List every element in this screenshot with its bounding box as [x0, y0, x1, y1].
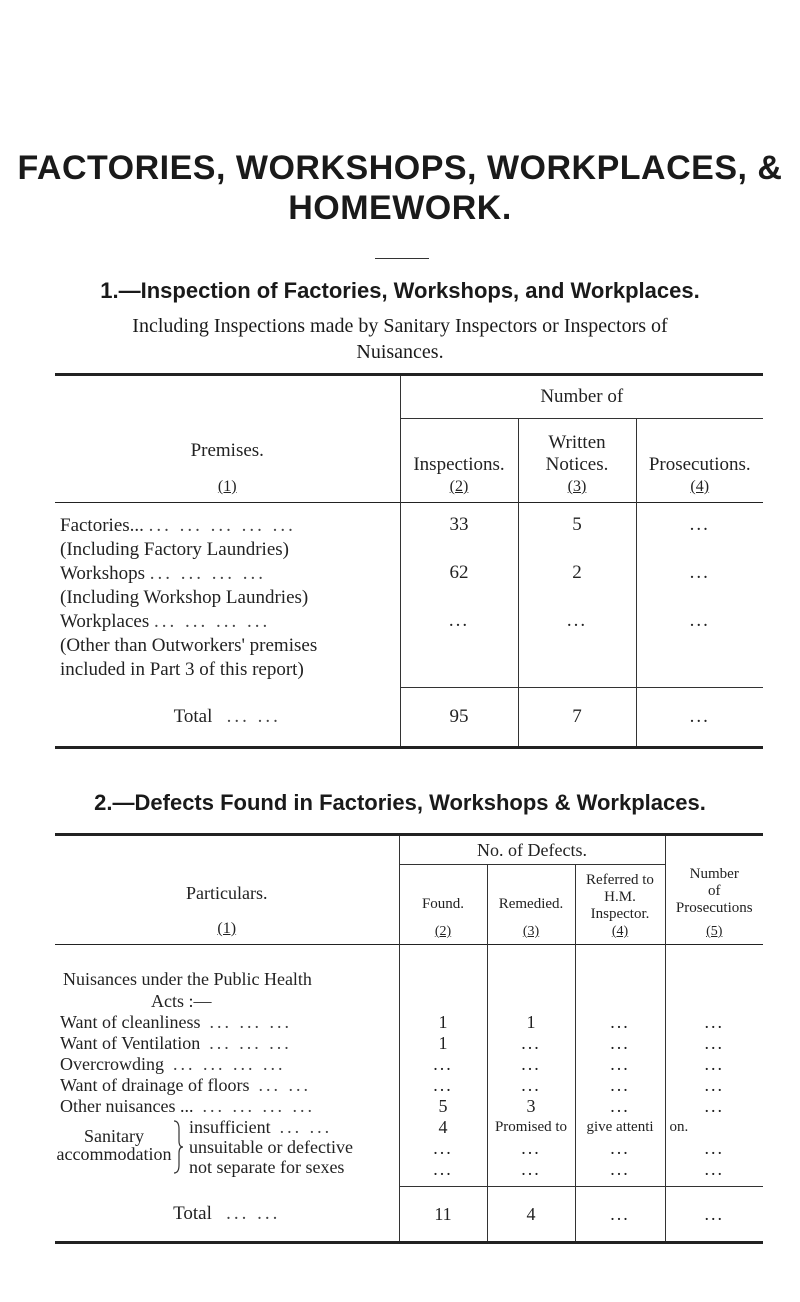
prosecutions-value: ... — [665, 1012, 763, 1033]
dot-leader: ... ... — [258, 1074, 311, 1095]
prosecutions-header-label: Prosecutions. — [648, 454, 751, 475]
found-header-label: Found. — [421, 896, 465, 912]
dot-leader: ... ... ... ... — [202, 1095, 315, 1116]
remedied-value: Promised to — [487, 1117, 575, 1138]
referred-header — [575, 865, 665, 945]
table-row — [55, 506, 763, 562]
row-label: Want of Ventilation — [60, 1032, 201, 1053]
dot-leader: ... ... ... — [209, 1032, 292, 1053]
sanitary-item-label: not separate for sexes — [189, 1156, 345, 1177]
found-value: ... — [399, 1159, 487, 1187]
prosecutions-value: on. — [665, 1117, 763, 1138]
num-prosecutions-header-line3: Prosecutions — [675, 900, 753, 916]
row-label: Want of drainage of floors — [60, 1074, 250, 1095]
referred-value: ... — [575, 1033, 665, 1054]
inspections-value: 33 — [400, 506, 518, 562]
remedied-header-label: Remedied. — [498, 896, 564, 912]
total-row — [55, 688, 763, 748]
row-label: Factories... — [60, 514, 144, 536]
section1-heading: 1.—Inspection of Factories, Workshops, and Workplaces. — [100, 278, 700, 303]
table-row — [55, 1075, 763, 1096]
defects-table — [55, 833, 763, 1244]
total-notices: 7 — [518, 688, 636, 748]
notices-header-line1: Written — [548, 432, 606, 453]
row-note: (Including Workshop Laundries) — [60, 586, 309, 608]
section1-subtitle — [0, 313, 800, 365]
prosecutions-value: ... — [665, 1096, 763, 1117]
total-row — [55, 1187, 763, 1243]
table-row — [55, 1033, 763, 1054]
table-row — [55, 610, 763, 688]
prosecutions-header — [636, 419, 763, 503]
table-row — [55, 1117, 763, 1138]
total-prosecutions: ... — [636, 688, 763, 748]
remedied-value: ... — [487, 1033, 575, 1054]
found-header-num: (2) — [434, 924, 452, 939]
found-value: 4 — [399, 1117, 487, 1138]
prosecutions-value: ... — [665, 1054, 763, 1075]
remedied-value: ... — [487, 1159, 575, 1187]
section2-heading: 2.—Defects Found in Factories, Workshops & Workplaces. — [94, 790, 706, 815]
section1-subtitle-line2: Nuisances. — [356, 341, 444, 363]
referred-value: ... — [575, 1075, 665, 1096]
inspections-value: ... — [400, 610, 518, 688]
page-title-line1: FACTORIES, WORKSHOPS, WORKPLACES, & — [17, 149, 783, 187]
num-prosecutions-header-num: (5) — [706, 924, 723, 939]
total-label: Total — [173, 705, 213, 727]
total-prosecutions: ... — [665, 1187, 763, 1243]
inspections-header-num: (2) — [449, 478, 469, 495]
notices-value: 2 — [518, 562, 636, 610]
found-value: ... — [399, 1054, 487, 1075]
referred-value: ... — [575, 1159, 665, 1187]
number-of-header: Number of — [400, 375, 763, 419]
sanitary-item-label: unsuitable or defective — [189, 1136, 353, 1157]
num-prosecutions-header — [665, 835, 763, 945]
intro-line1: Nuisances under the Public Health — [63, 968, 312, 989]
row-label: Overcrowding — [60, 1053, 164, 1074]
sanitary-cell — [55, 1117, 399, 1187]
particulars-header — [55, 835, 399, 945]
dot-leader: ... ... ... ... — [149, 562, 267, 584]
sanitary-label-line2: accommodation — [56, 1143, 172, 1164]
premises-header — [55, 375, 400, 503]
total-referred: ... — [575, 1187, 665, 1243]
notices-value: ... — [518, 610, 636, 688]
referred-value: ... — [575, 1096, 665, 1117]
found-value: 1 — [399, 1012, 487, 1033]
referred-value: give attenti — [575, 1117, 665, 1138]
total-found: 11 — [399, 1187, 487, 1243]
sanitary-item-label: insufficient — [189, 1116, 271, 1137]
remedied-value: 1 — [487, 1012, 575, 1033]
dot-leader: ... ... — [226, 1202, 281, 1224]
found-value: ... — [399, 1075, 487, 1096]
prosecutions-header-num: (4) — [690, 478, 710, 495]
table-row — [55, 1096, 763, 1117]
referred-header-line2: H.M. — [604, 889, 636, 905]
intro-row — [55, 948, 763, 1012]
referred-value: ... — [575, 1054, 665, 1075]
prosecutions-value: ... — [665, 1159, 763, 1187]
row-label: Workplaces — [60, 610, 150, 632]
page-title-line2: HOMEWORK. — [288, 189, 512, 227]
remedied-value: ... — [487, 1075, 575, 1096]
particulars-header-num: (1) — [217, 920, 237, 937]
found-value: 1 — [399, 1033, 487, 1054]
notices-header-num: (3) — [567, 478, 587, 495]
notices-header — [518, 419, 636, 503]
referred-header-line3: Inspector. — [590, 906, 650, 922]
sanitary-label — [55, 1127, 173, 1163]
section1-subtitle-line1: Including Inspections made by Sanitary Inspectors or Inspectors of — [132, 315, 668, 337]
premises-header-label: Premises. — [190, 440, 264, 461]
defects-header: No. of Defects. — [399, 835, 665, 865]
prosecutions-value: ... — [665, 1033, 763, 1054]
prosecutions-value: ... — [636, 562, 763, 610]
dot-leader: ... ... ... — [209, 1011, 293, 1032]
total-remedied: 4 — [487, 1187, 575, 1243]
found-value: 5 — [399, 1096, 487, 1117]
table-row — [55, 1012, 763, 1033]
remedied-header — [487, 865, 575, 945]
remedied-value: ... — [487, 1138, 575, 1159]
remedied-header-num: (3) — [522, 924, 540, 939]
inspections-header-label: Inspections. — [413, 454, 505, 475]
particulars-header-label: Particulars. — [186, 883, 268, 903]
dot-leader: ... ... ... ... — [172, 1053, 286, 1074]
inspections-value: 62 — [400, 562, 518, 610]
referred-value: ... — [575, 1138, 665, 1159]
remedied-value: 3 — [487, 1096, 575, 1117]
num-prosecutions-header-line1: Number — [689, 866, 739, 882]
dot-leader: ... ... ... ... — [153, 610, 271, 632]
referred-header-num: (4) — [611, 924, 629, 939]
inspections-header — [400, 419, 518, 503]
prosecutions-value: ... — [665, 1138, 763, 1159]
row-note-continued: included in Part 3 of this report) — [60, 658, 304, 680]
dot-leader: ... ... — [279, 1116, 333, 1137]
num-prosecutions-header-line2: of — [708, 883, 721, 899]
referred-header-line1: Referred to — [586, 872, 654, 888]
row-label: Other nuisances ... — [60, 1095, 194, 1116]
title-divider — [375, 258, 429, 259]
notices-header-line2: Notices. — [545, 454, 609, 475]
row-note: (Including Factory Laundries) — [60, 538, 289, 560]
page-title — [0, 148, 800, 228]
inspection-table — [55, 373, 763, 749]
referred-value: ... — [575, 1012, 665, 1033]
prosecutions-value: ... — [636, 506, 763, 562]
remedied-value: ... — [487, 1054, 575, 1075]
premises-header-num: (1) — [217, 478, 237, 495]
intro-line2: Acts :— — [151, 990, 212, 1011]
row-note: (Other than Outworkers' premises — [60, 634, 318, 656]
total-inspections: 95 — [400, 688, 518, 748]
notices-value: 5 — [518, 506, 636, 562]
table-row — [55, 562, 763, 610]
table-row — [55, 1054, 763, 1075]
row-label: Want of cleanliness — [60, 1011, 201, 1032]
sanitary-label-line1: Sanitary — [84, 1125, 144, 1146]
dot-leader: ... ... — [226, 705, 281, 727]
row-label: Workshops — [60, 562, 146, 584]
found-header — [399, 865, 487, 945]
dot-leader: ... ... ... ... ... — [148, 514, 296, 536]
prosecutions-value: ... — [636, 610, 763, 688]
found-value: ... — [399, 1138, 487, 1159]
total-label: Total — [173, 1202, 212, 1224]
prosecutions-value: ... — [665, 1075, 763, 1096]
brace-icon — [171, 1119, 185, 1175]
